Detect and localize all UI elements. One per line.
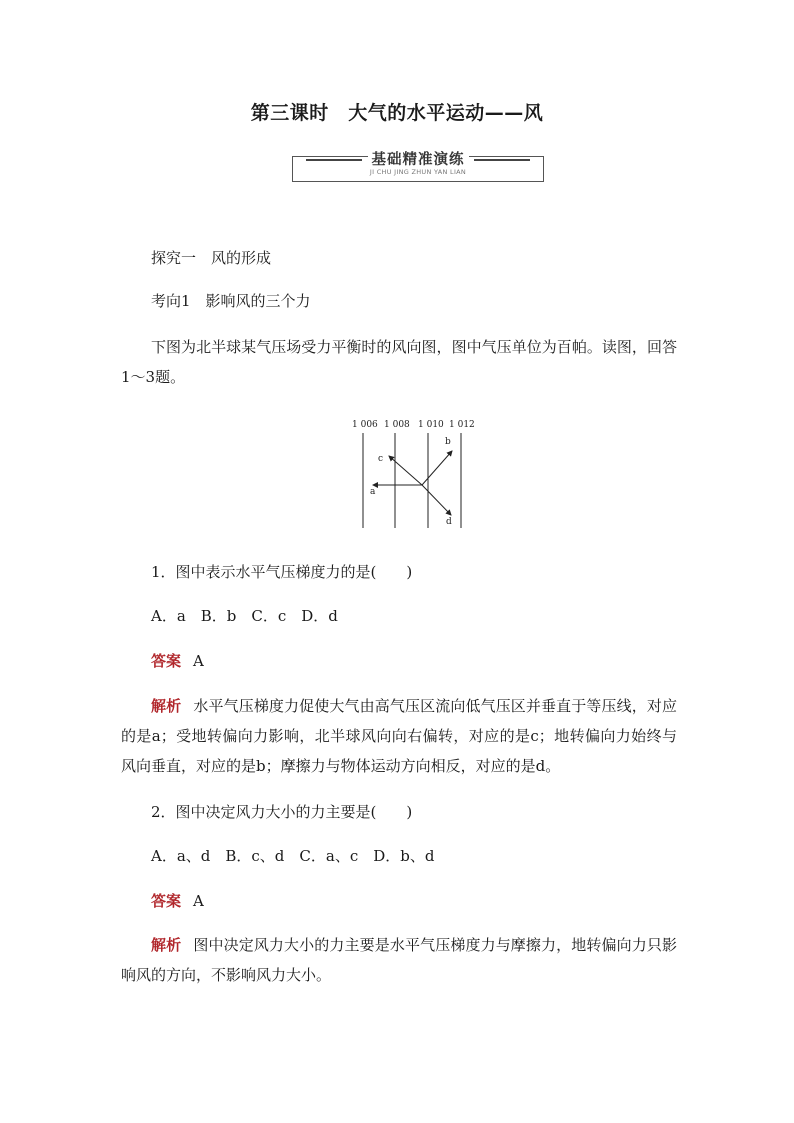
banner-heading-text: 基础精准演练 <box>368 152 469 168</box>
question-2-options: A．a、d B．c、d C．a、c D．b、d <box>151 847 435 865</box>
wind-force-diagram <box>340 413 490 533</box>
analysis-text: 图中决定风力大小的力主要是水平气压梯度力与摩擦力，地转偏向力只影响风的方向，不影响风力大小。 <box>121 936 677 984</box>
analysis-label: 解析 <box>151 936 182 954</box>
question-2-answer <box>151 886 204 916</box>
vector-b-arrow <box>422 451 452 485</box>
question-1-stem: 1．图中表示水平气压梯度力的是( ) <box>151 563 413 581</box>
page-title: 第三课时 大气的水平运动——风 <box>250 102 544 124</box>
question-1-analysis <box>121 691 677 781</box>
vector-label-d: d <box>446 517 452 527</box>
vector-label-a: a <box>370 487 376 497</box>
banner-heading <box>292 148 544 169</box>
vector-label-b: b <box>445 437 451 447</box>
answer-value: A <box>193 892 204 910</box>
isobar-label: 1 008 <box>384 420 410 430</box>
banner-pinyin: JI CHU JING ZHUN YAN LIAN <box>369 168 467 176</box>
analysis-text: 水平气压梯度力促使大气由高气压区流向低气压区并垂直于等压线，对应的是a；受地转偏向力影响，北半球风向向右偏转，对应的是c；地转偏向力始终与风向垂直，对应的是b；摩擦力与物体运动方向相反，对应的是d。 <box>121 697 677 775</box>
question-1-options: A．a B．b C．c D．d <box>151 607 338 625</box>
section-banner <box>292 148 544 182</box>
vector-label-c: c <box>378 454 384 464</box>
isobar-label: 1 006 <box>352 420 378 430</box>
question-2-analysis <box>121 930 677 990</box>
intro-paragraph: 下图为北半球某气压场受力平衡时的风向图，图中气压单位为百帕。读图，回答1～3题。 <box>121 338 677 386</box>
vector-c-arrow <box>389 456 422 485</box>
isobar-label: 1 010 <box>418 420 444 430</box>
analysis-label: 解析 <box>151 697 182 715</box>
answer-value: A <box>193 652 204 670</box>
answer-label: 答案 <box>151 652 182 670</box>
question-1-answer <box>151 646 204 676</box>
question-2-stem: 2．图中决定风力大小的力主要是( ) <box>151 803 413 821</box>
section-heading: 探究一 风的形成 <box>151 249 272 267</box>
answer-label: 答案 <box>151 892 182 910</box>
vector-d-arrow <box>422 485 451 515</box>
subsection-heading: 考向1 影响风的三个力 <box>151 292 311 310</box>
isobar-label: 1 012 <box>449 420 475 430</box>
